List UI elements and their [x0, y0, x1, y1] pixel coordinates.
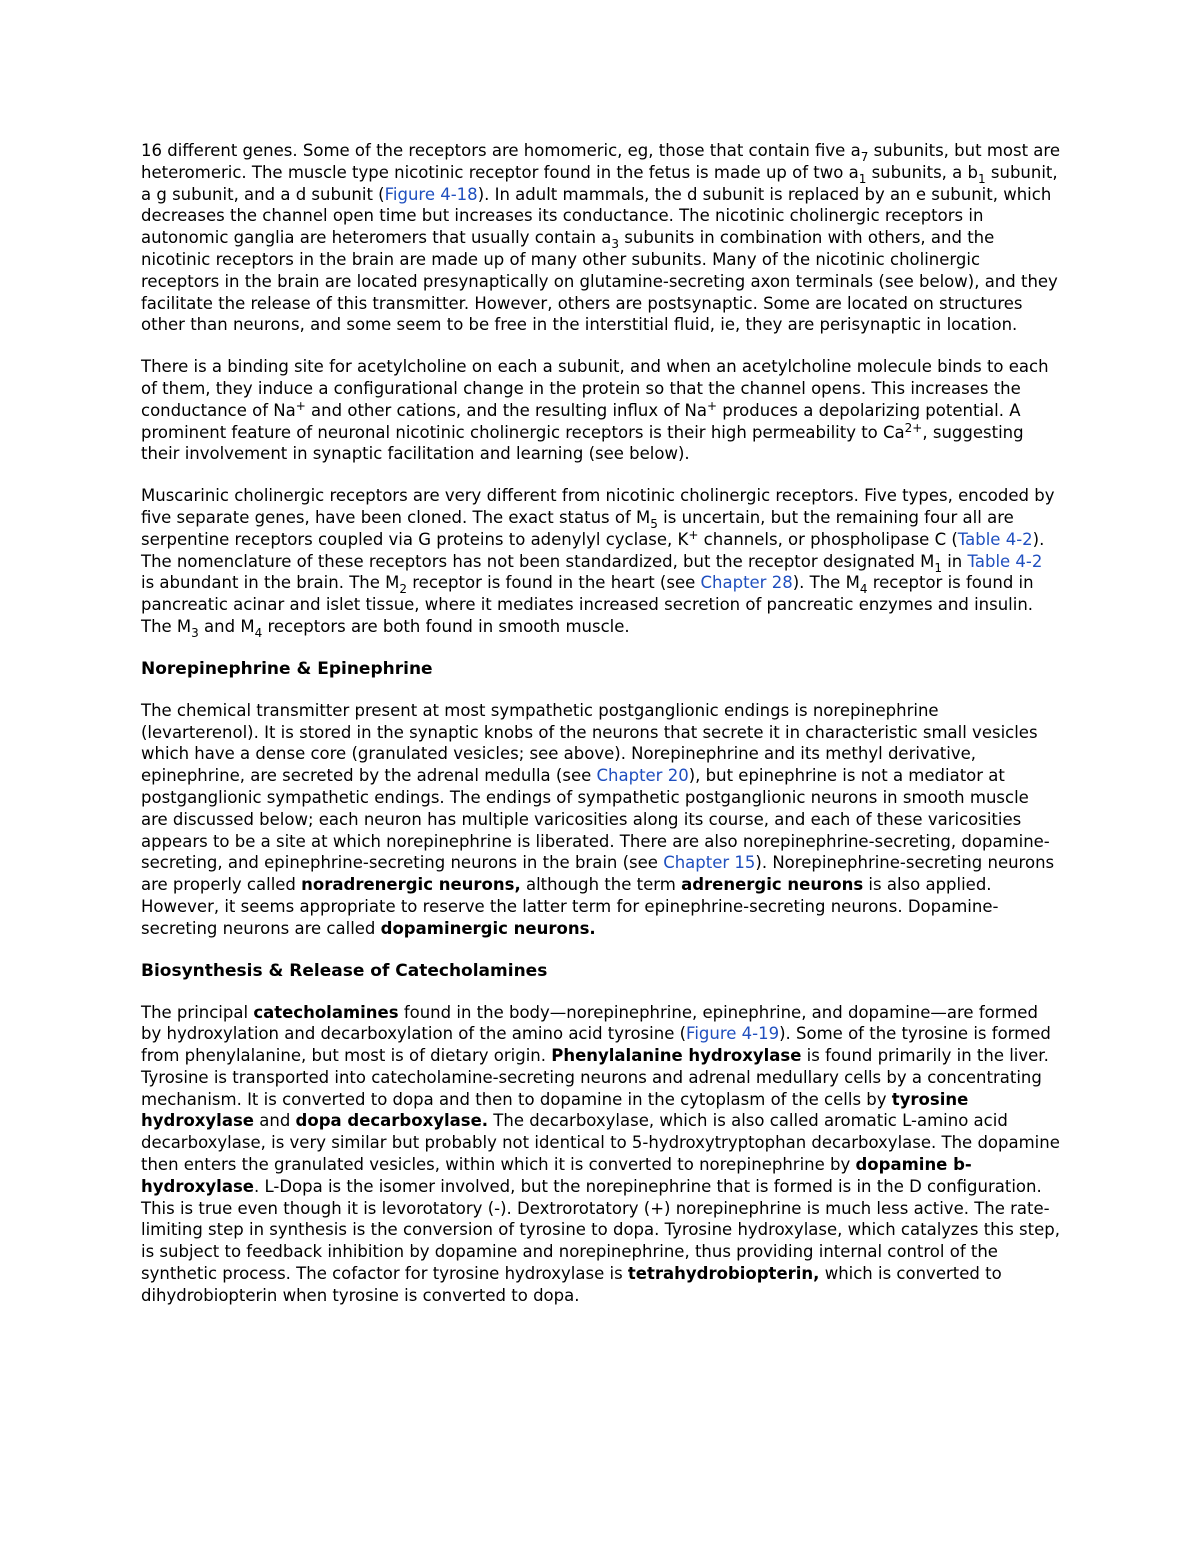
- text-run: ). In adult mammals, the d subunit is replaced by an e subunit, which decreases the channel open time but increases its conductance. The nicotinic cholinergic receptors in autonomic ganglia are heteromers that usually contain a: [141, 184, 1052, 248]
- paragraph-binding-site: [141, 356, 1060, 465]
- text-run: is uncertain, but the remaining four all are serpentine receptors coupled via G proteins to adenylyl cyclase, K: [141, 507, 1014, 549]
- text-run: The chemical transmitter present at most sympathetic postganglionic endings is norepinephrine (levarterenol). It is stored in the synaptic knobs of the neurons that secrete it in characteristic small vesicles which have a dense core (granulated vesicles; see above). Norepinephrine and its methyl derivative, epinephrine, are secreted by the adrenal medulla (see: [141, 700, 1038, 786]
- bold-term: noradrenergic neurons,: [301, 875, 521, 895]
- paragraph-norepinephrine: [141, 700, 1060, 940]
- table-4-2-link[interactable]: Table 4-2: [957, 529, 1033, 549]
- superscript: +: [688, 527, 699, 542]
- subscript: 3: [611, 237, 620, 252]
- text-run: channels, or phospholipase C (: [698, 529, 958, 549]
- subscript: 3: [191, 625, 199, 640]
- subscript: 4: [859, 582, 868, 597]
- subscript: 2: [399, 582, 408, 597]
- text-run: The decarboxylase, which is also called aromatic L-amino acid decarboxylase, is very similar but probably not identical to 5-hydroxytryptophan decarboxylase. The dopamine then enters the granulated vesicles, within which it is converted to norepinephrine by: [141, 1111, 1060, 1175]
- text-run: Muscarinic cholinergic receptors are very different from nicotinic cholinergic receptors. Five types, encoded by five separate genes, have been cloned. The exact status of M: [141, 486, 1055, 527]
- text-run: and: [254, 1111, 296, 1131]
- subscript: 1: [934, 560, 942, 575]
- bold-term: catecholamines: [253, 1002, 399, 1022]
- subscript: 1: [978, 171, 986, 186]
- superscript: +: [295, 398, 306, 413]
- text-run: subunit, a g subunit, and a d subunit (: [141, 162, 1058, 204]
- subscript: 1: [858, 171, 867, 186]
- text-run: produces a depolarizing potential. A prominent feature of neuronal nicotinic cholinergic receptors is their high permeability to Ca: [141, 400, 1021, 442]
- section-heading-biosynthesis: Biosynthesis & Release of Catecholamines: [141, 960, 548, 981]
- text-run: ). Norepinephrine-secreting neurons are properly called: [141, 853, 1055, 895]
- chapter-15-link[interactable]: Chapter 15: [663, 853, 756, 873]
- bold-term: dopaminergic neurons.: [380, 918, 596, 938]
- text-run: ), but epinephrine is not a mediator at postganglionic sympathetic endings. The endings of sympathetic postganglionic neurons in smooth muscle are discussed below; each neuron has multiple varicosities along its course, and each of these varicosities appears to be a site at which norepinephrine is liberated. There are also norepinephrine-secreting, dopamine-secreting, and epinephrine-secreting neurons in the brain (see: [141, 766, 1050, 873]
- figure-4-18-link[interactable]: Figure 4-18: [384, 184, 478, 204]
- text-run: subunits, a b: [866, 162, 979, 182]
- text-run: ). The nomenclature of these receptors has not been standardized, but the receptor designated M: [141, 529, 1045, 571]
- chapter-28-link[interactable]: Chapter 28: [700, 573, 793, 593]
- text-run: . L-Dopa is the isomer involved, but the norepinephrine that is formed is in the D configuration. This is true even though it is levorotatory (-). Dextrorotatory (+) norepinephrine is much less active. The rate-limiting step in synthesis is the conversion of tyrosine to dopa. Tyrosine hydroxylase, which catalyzes this step, is subject to feedback inhibition by dopamine and norepinephrine, thus providing internal control of the synthetic process. The cofactor for tyrosine hydroxylase is: [141, 1176, 1060, 1284]
- text-run: is also applied. However, it seems appropriate to reserve the latter term for epinephrine-secreting neurons. Dopamine-secreting neurons are called: [141, 875, 999, 938]
- bold-term: dopamine b-hydroxylase: [141, 1155, 972, 1196]
- text-run: subunits in combination with others, and the nicotinic receptors in the brain are made up of many other subunits. Many of the nicotinic cholinergic receptors in the brain are located presynaptically on glutamine-secreting axon terminals (see below), and they facilitate the release of this transmitter. However, others are postsynaptic. Some are located on structures other than neurons, and some seem to be free in the interstitial fluid, ie, they are perisynaptic in location.: [141, 228, 1058, 335]
- bold-term: Phenylalanine hydroxylase: [551, 1046, 802, 1066]
- text-run: 16 different genes. Some of the receptors are homomeric, eg, those that contain five a: [141, 141, 861, 160]
- text-run: subunits, but most are heteromeric. The muscle type nicotinic receptor found in the fetus is made up of two a: [141, 141, 1060, 182]
- paragraph-biosynthesis: [141, 1002, 1060, 1307]
- superscript: 2+: [904, 420, 923, 435]
- subscript: 4: [254, 625, 263, 640]
- subscript: 7: [860, 150, 869, 164]
- text-run: The principal: [141, 1002, 254, 1022]
- text-run: and M: [198, 616, 255, 636]
- figure-4-19-link[interactable]: Figure 4-19: [686, 1024, 780, 1044]
- table-4-2-link[interactable]: Table 4-2: [967, 551, 1043, 571]
- text-run: although the term: [520, 875, 682, 895]
- text-run: and other cations, and the resulting influx of Na: [305, 400, 707, 420]
- text-run: in: [941, 551, 968, 571]
- text-run: receptors are both found in smooth muscle.: [262, 616, 630, 636]
- subscript: 5: [650, 516, 658, 531]
- text-run: which is converted to dihydrobiopterin when tyrosine is converted to dopa.: [141, 1264, 1002, 1305]
- superscript: +: [706, 398, 718, 413]
- bold-term: tyrosine hydroxylase: [141, 1089, 969, 1131]
- bold-term: dopa decarboxylase.: [295, 1111, 489, 1131]
- text-run: is abundant in the brain. The M: [141, 573, 400, 593]
- text-run: receptor is found in pancreatic acinar and islet tissue, where it mediates increased secretion of pancreatic enzymes and insulin. The M: [141, 573, 1034, 636]
- bold-term: adrenergic neurons: [681, 875, 864, 895]
- paragraph-muscarinic: [141, 485, 1060, 638]
- bold-term: tetrahydrobiopterin,: [627, 1264, 820, 1284]
- paragraph-nicotinic-subunits: [141, 140, 1060, 336]
- section-heading-norepinephrine: Norepinephrine & Epinephrine: [141, 658, 433, 679]
- text-run: receptor is found in the heart (see: [407, 573, 701, 593]
- chapter-20-link[interactable]: Chapter 20: [596, 766, 689, 786]
- text-run: ). Some of the tyrosine is formed from phenylalanine, but most is of dietary origin.: [141, 1024, 1051, 1066]
- text-run: is found primarily in the liver. Tyrosine is transported into catecholamine-secreting neurons and adrenal medullary cells by a concentrating mechanism. It is converted to dopa and then to dopamine in the cytoplasm of the cells by: [141, 1046, 1049, 1109]
- text-run: ). The M: [792, 573, 860, 593]
- text-run: found in the body—norepinephrine, epinephrine, and dopamine—are formed by hydroxylation and decarboxylation of the amino acid tyrosine (: [141, 1002, 1038, 1044]
- text-run: , suggesting their involvement in synaptic facilitation and learning (see below).: [141, 422, 1024, 464]
- text-run: There is a binding site for acetylcholine on each a subunit, and when an acetylcholine molecule binds to each of them, they induce a configurational change in the protein so that the channel opens. This increases the conductance of Na: [141, 357, 1049, 420]
